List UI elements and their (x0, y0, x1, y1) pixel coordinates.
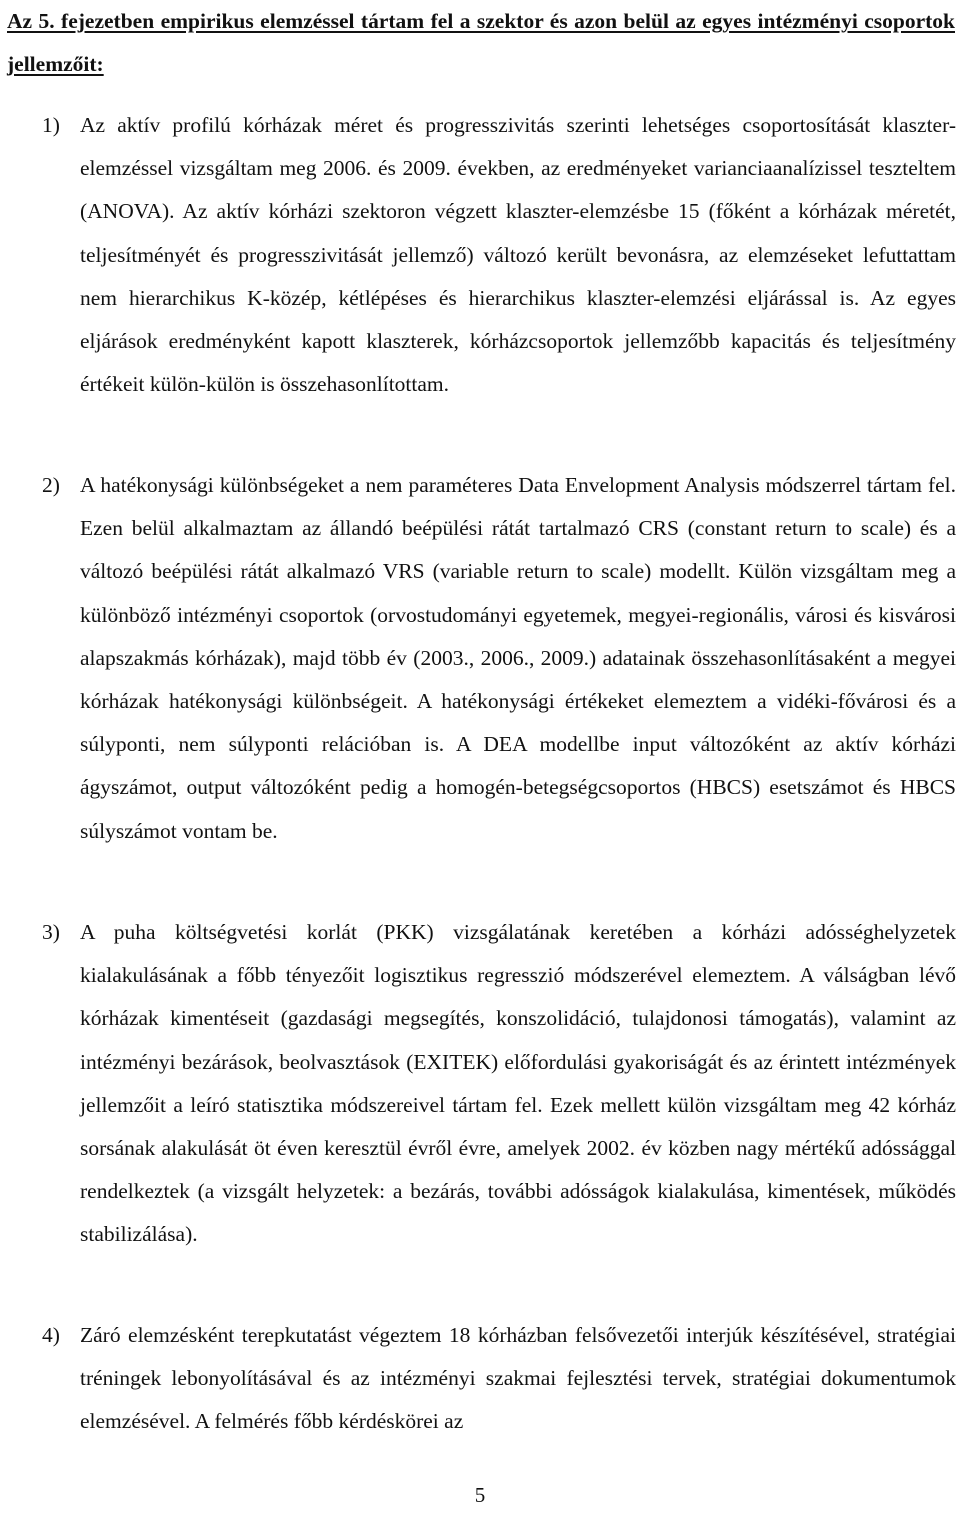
list-item (42, 911, 956, 1257)
list-item-number: 3) (42, 920, 60, 944)
list-item-number: 2) (42, 473, 60, 497)
list-item (42, 464, 956, 853)
list-item-number: 4) (42, 1323, 60, 1347)
list-item (42, 104, 956, 406)
list-item-number: 1) (42, 113, 60, 137)
list-item (42, 1314, 956, 1444)
list-item-text: A hatékonysági különbségeket a nem paraméteres Data Envelopment Analysis módszerrel tártam fel. Ezen belül alkalmaztam az állandó beépülési rátát tartalmazó CRS (constant return to scale) és a változó beépülési rátát alkalmazó VRS (variable return to scale) modellt. Külön vizsgáltam meg a különböző intézményi csoportok (orvostudományi egyetemek, megyei-regionális, városi és kisvárosi alapszakmás kórházak), majd több év (2003., 2006., 2009.) adatainak összehasonlításaként a megyei kórházak hatékonysági különbségeit. A hatékonysági értékeket elemeztem a vidéki-fővárosi és a súlyponti, nem súlyponti relációban is. A DEA modellbe input változóként az aktív kórházi ágyszámot, output változóként pedig a homogén-betegségcsoportos (HBCS) esetszámot és HBCS súlyszámot vontam be. (80, 473, 956, 843)
page-number: 5 (474, 1483, 486, 1507)
list-item-text: A puha költségvetési korlát (PKK) vizsgálatának keretében a kórházi adósséghelyzetek kialakulásának a főbb tényezőit logisztikus regresszió módszerével elemeztem. A válságban lévő kórházak kimentéseit (gazdasági megsegítés, konszolidáció, tulajdonosi támogatás), valamint az intézményi bezárások, beolvasztások (EXITEK) előfordulási gyakoriságát és az érintett intézmények jellemzőit a leíró statisztika módszereivel tártam fel. Ezek mellett külön vizsgáltam meg 42 kórház sorsának alakulását öt éven keresztül évről évre, amelyek 2002. év közben nagy mértékű adóssággal rendelkeztek (a vizsgált helyzetek: a bezárás, további adósságok kialakulása, kimentések, működés stabilizálása). (80, 920, 956, 1247)
intro-heading: Az 5. fejezetben empirikus elemzéssel tártam fel a szektor és azon belül az egyes intézményi csoportok jellemzőit: (7, 9, 955, 76)
list-item-text: Az aktív profilú kórházak méret és progresszivitás szerinti lehetséges csoportosítását klaszter-elemzéssel vizsgáltam meg 2006. és 2009. években, az eredményeket varianciaanalízissel teszteltem (ANOVA). Az aktív kórházi szektoron végzett klaszter-elemzésbe 15 (főként a kórházak méretét, teljesítményét és progresszivitását jellemző) változó került bevonásra, az elemzéseket lefuttattam nem hierarchikus K-közép, kétlépéses és hierarchikus klaszter-elemzési eljárással is. Az egyes eljárások eredményként kapott klaszterek, kórházcsoportok jellemzőbb kapacitás és teljesítmény értékeit külön-külön is összehasonlítottam. (80, 113, 956, 397)
list-item-text: Záró elemzésként terepkutatást végeztem 18 kórházban felsővezetői interjúk készítésével, stratégiai tréningek lebonyolításával és az intézményi szakmai fejlesztési tervek, stratégiai dokumentumok elemzésével. A felmérés főbb kérdéskörei az (80, 1323, 956, 1434)
